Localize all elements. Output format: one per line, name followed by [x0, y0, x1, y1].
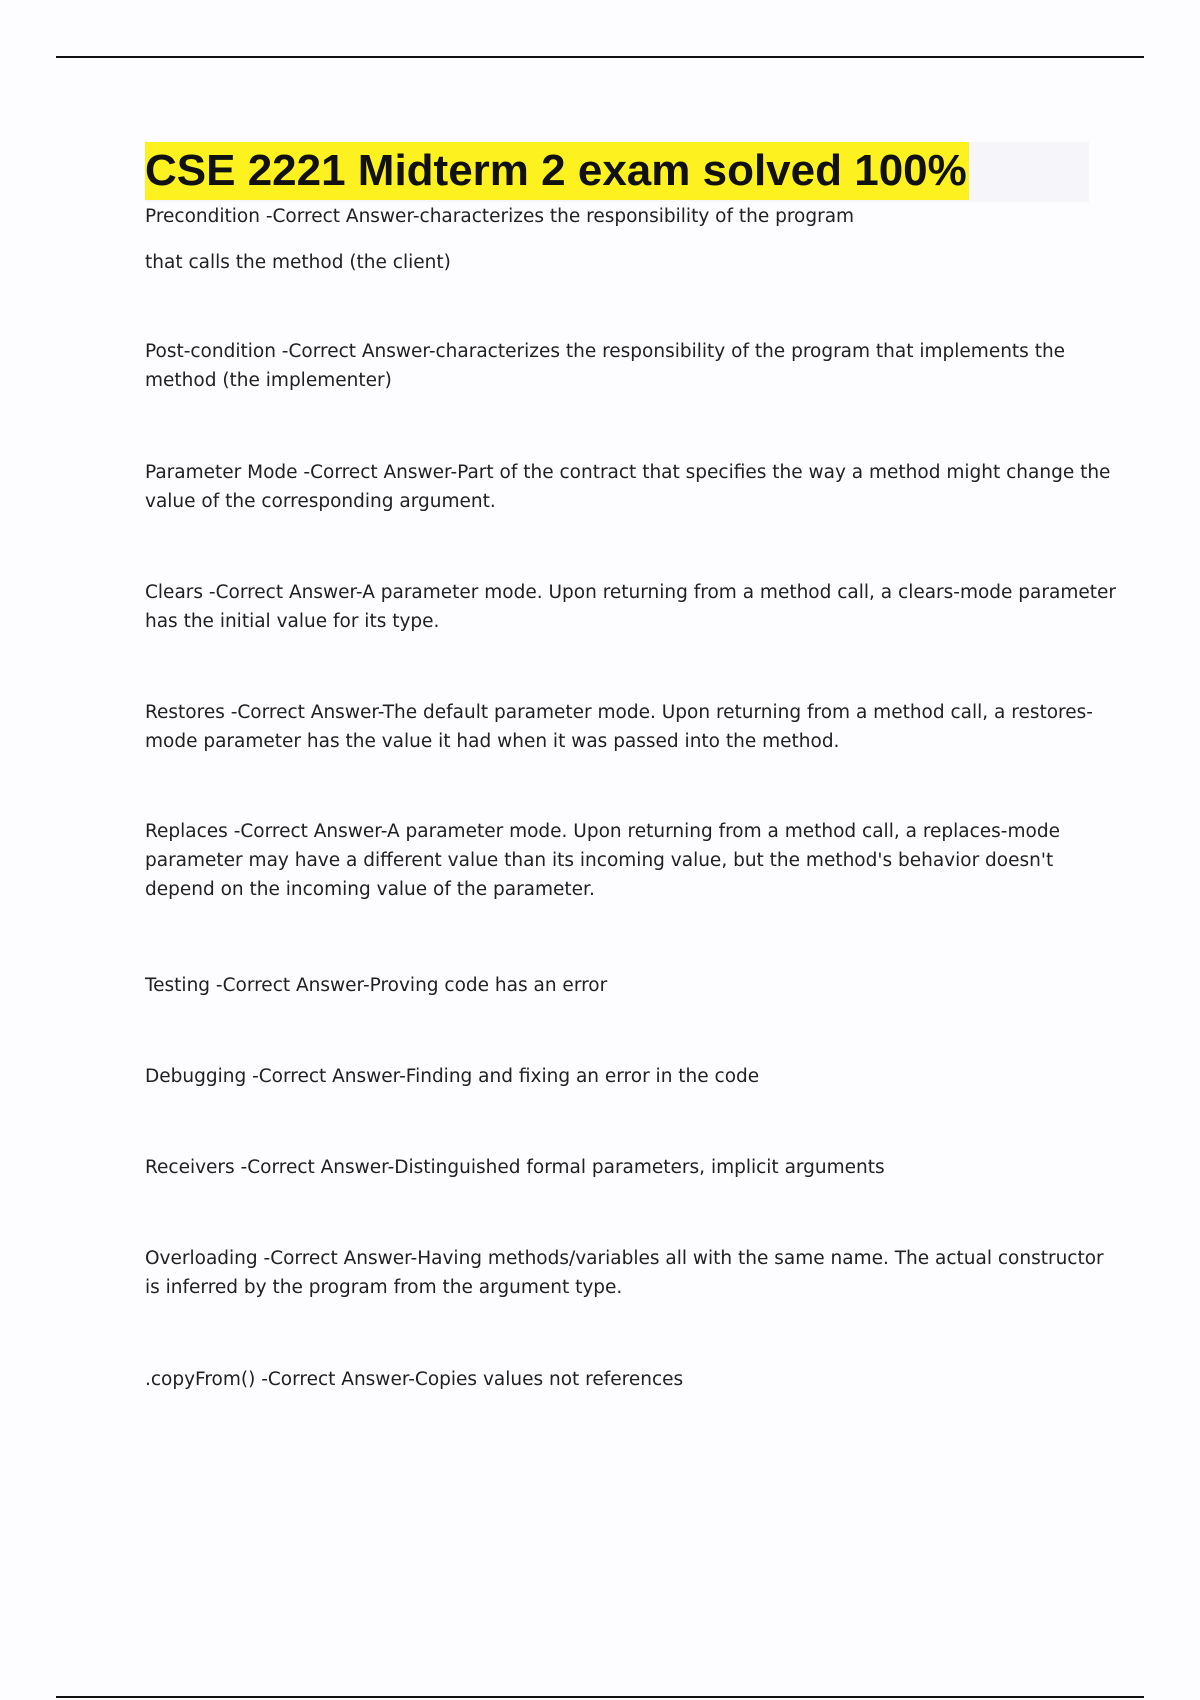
- entry-line: Receivers -Correct Answer-Distinguished formal parameters, implicit arguments: [145, 1157, 885, 1178]
- qa-entry: [145, 337, 1065, 395]
- entry-line: Clears -Correct Answer-A parameter mode. Upon returning from a method call, a clears-mode parameter: [145, 582, 1116, 603]
- header-rule: [56, 56, 1144, 58]
- footer-rule: [56, 1696, 1144, 1698]
- qa-entry: [145, 1244, 1104, 1302]
- entry-line: has the initial value for its type.: [145, 611, 440, 632]
- entry-line: that calls the method (the client): [145, 252, 451, 273]
- qa-entry: [145, 578, 1116, 636]
- entry-line: value of the corresponding argument.: [145, 491, 496, 512]
- qa-entry: [145, 202, 854, 231]
- qa-entry: [145, 971, 607, 1000]
- document-body: [145, 142, 1116, 1402]
- document-title: CSE 2221 Midterm 2 exam solved 100%: [145, 142, 969, 200]
- entry-line: mode parameter has the value it had when it was passed into the method.: [145, 731, 840, 752]
- entry-line: is inferred by the program from the argument type.: [145, 1277, 623, 1298]
- qa-entry: [145, 248, 451, 277]
- entry-line: Debugging -Correct Answer-Finding and fixing an error in the code: [145, 1066, 760, 1087]
- qa-entry: [145, 1062, 759, 1091]
- entry-line: Restores -Correct Answer-The default parameter mode. Upon returning from a method call, a restores-: [145, 702, 1093, 723]
- qa-entry: [145, 817, 1060, 904]
- entry-line: depend on the incoming value of the parameter.: [145, 879, 595, 900]
- qa-entry: [145, 698, 1093, 756]
- entry-line: parameter may have a different value than its incoming value, but the method's behavior doesn't: [145, 850, 1054, 871]
- qa-entry: [145, 1153, 885, 1182]
- entry-line: Overloading -Correct Answer-Having methods/variables all with the same name. The actual constructor: [145, 1248, 1104, 1269]
- entry-line: Testing -Correct Answer-Proving code has an error: [145, 975, 608, 996]
- entry-line: method (the implementer): [145, 370, 392, 391]
- entry-line: Parameter Mode -Correct Answer-Part of the contract that specifies the way a method might change the: [145, 462, 1111, 483]
- entry-line: Precondition -Correct Answer-characterizes the responsibility of the program: [145, 206, 855, 227]
- qa-entry: [145, 458, 1110, 516]
- entry-line: .copyFrom() -Correct Answer-Copies values not references: [145, 1369, 684, 1390]
- qa-entry: [145, 1365, 683, 1394]
- title-block: [145, 142, 1089, 202]
- entry-line: Replaces -Correct Answer-A parameter mode. Upon returning from a method call, a replaces-mode: [145, 821, 1060, 842]
- entry-line: Post-condition -Correct Answer-characterizes the responsibility of the program that implements the: [145, 341, 1066, 362]
- entry-list: [145, 202, 1116, 1402]
